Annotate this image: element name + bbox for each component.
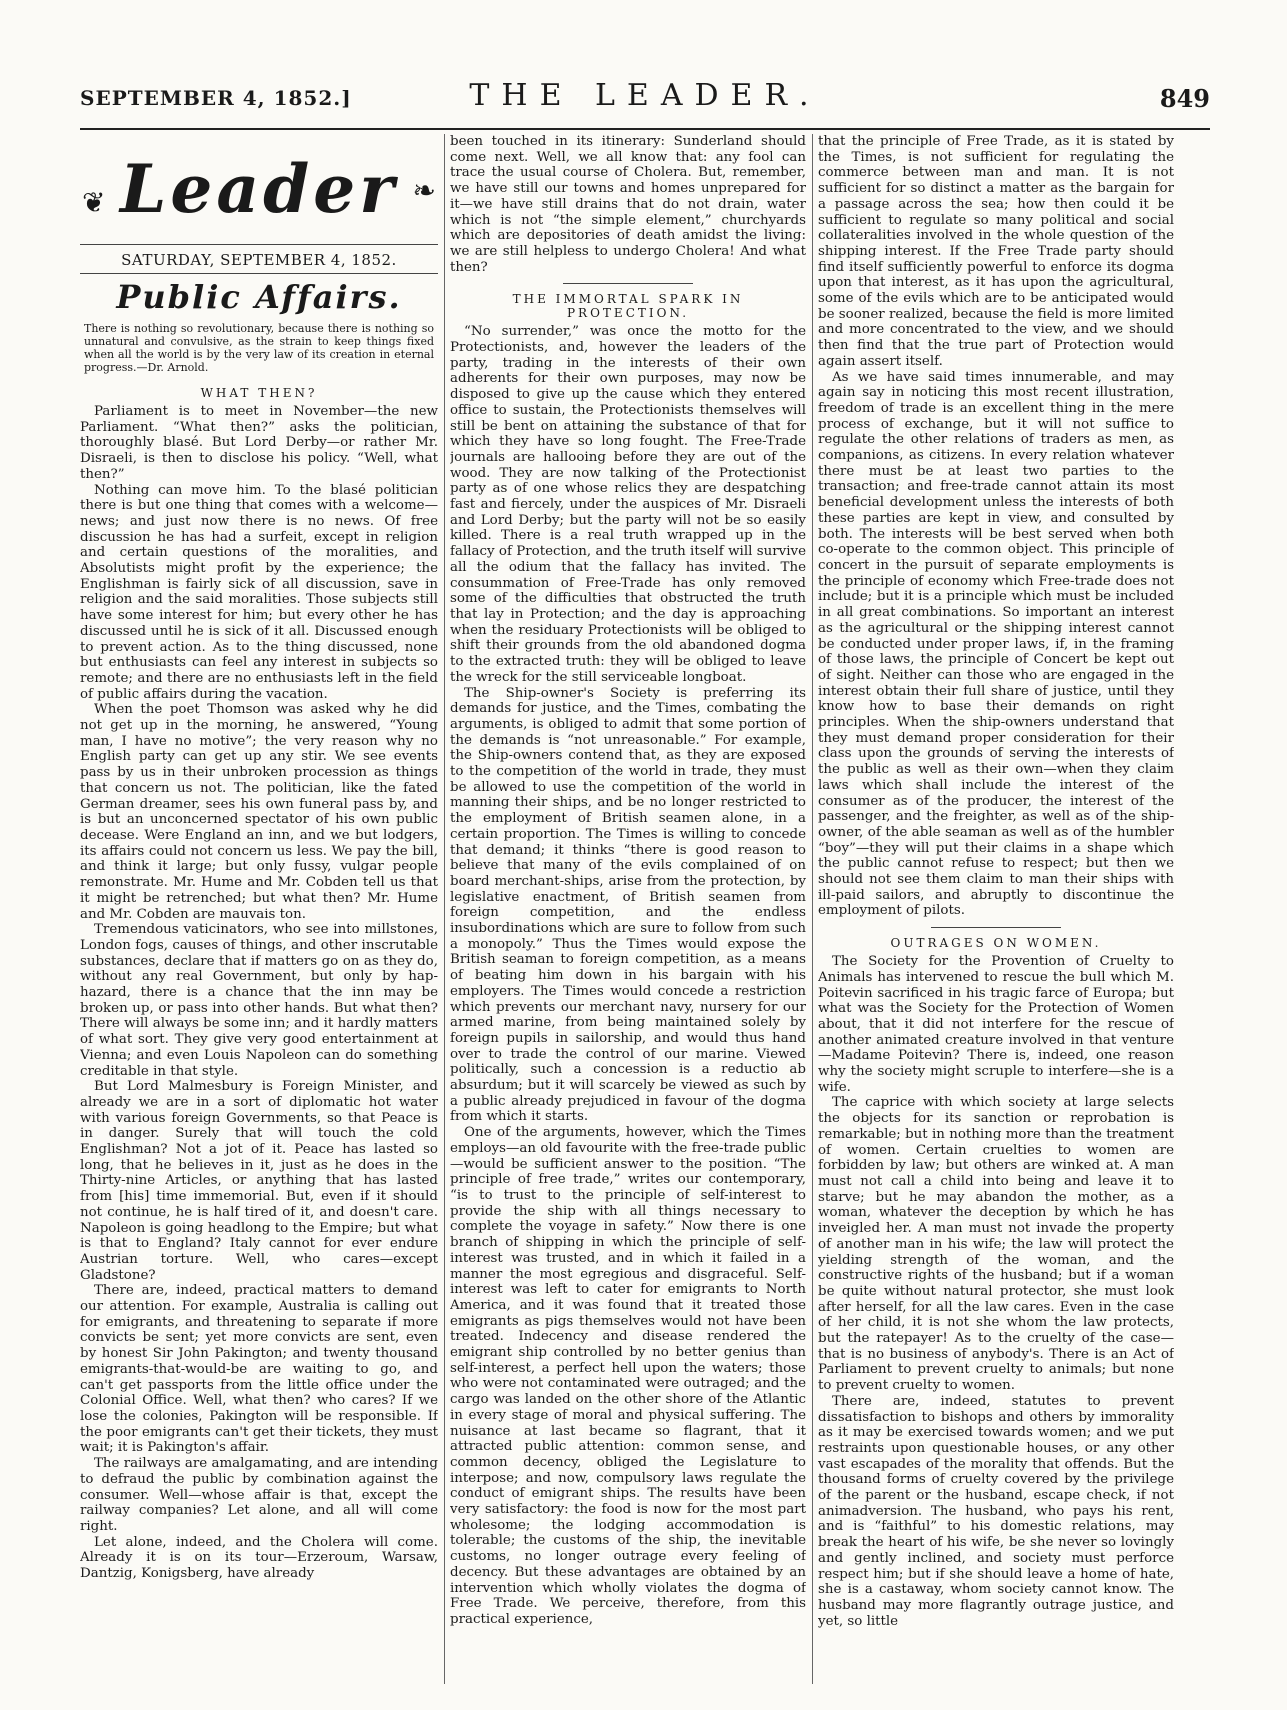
article-paragraph: “No surrender,” was once the motto for the Protectionists, and, however the leaders of the party, trading in the interests of their own adherents for their own purposes, may now be disposed to give up the cause which they entered office to sustain, the Protectionists themselves will still be bent on attaining the substance of that for which they have so long fought. The Free-Trade journals are hallooing before they are out of the wood. They are now talking of the Protectionist party as of one whose relics they are despatching fast and fiercely, under the auspices of Mr. Disraeli and Lord Derby; but the party will not be so easily killed. There is a real truth wrapped up in the fallacy of Protection, and the truth itself will survive all the odium that the fallacy has invited. The consummation of Free-Trade has only removed some of the difficulties that obstructed the truth that lay in Protection; and the day is approaching when the residuary Protectionists will be obliged to shift their grounds from the old abandoned dogma to the extracted truth: they will be obliged to leave the wreck for the still serviceable longboat. [450, 324, 806, 685]
article-paragraph: The Ship-owner's Society is preferring its demands for justice, and the Times, combating the arguments, is obliged to admit that some portion of the demands is “not unreasonable.” For example, the Ship-owners contend that, as they are exposed to the competition of the world in trade, they must be allowed to use the competition of the world in manning their ships, and be no longer restricted to the employment of British seamen alone, in a certain proportion. The Times is willing to concede that demand; it thinks “there is good reason to believe that many of the evils complained of on board merchant-ships, arise from the protection, by legislative enactment, of British seamen from foreign competition, and the endless insubordinations which are sure to follow from such a monopoly.” Thus the Times would expose the British seaman to foreign competition, as a means of beating him down in his bargain with his employers. The Times would concede a restriction which prevents our merchant navy, nursery for our armed marine, from being maintained solely by foreign pupils in sailorship, and would thus hand over to trade the control of our marine. Viewed politically, such a concession is a reductio ab absurdum; but it will scarcely be viewed as such by a public already prejudiced in favour of the dogma from which it starts. [450, 685, 806, 1125]
article-paragraph: When the poet Thomson was asked why he did not get up in the morning, he answered, “Young man, I have no motive”; the very reason why no English party can get up any stir. We see events pass by us in their unbroken procession as things that concern us not. The politician, like the fated German dreamer, sees his own funeral pass by, and is but an unconcerned spectator of his own public decease. Were England an inn, and we but lodgers, its affairs could not concern us less. We pay the bill, and think it large; but only fussy, vulgar people remonstrate. Mr. Hume and Mr. Cobden tell us that it might be retrenched; but what then? Mr. Hume and Mr. Cobden are mauvais ton. [80, 702, 438, 922]
flourish-left-icon: ❦ [82, 186, 106, 219]
flourish-right-icon: ❧ [412, 174, 436, 207]
article-paragraph: There are, indeed, statutes to prevent dissatisfaction to bishops and others by immorality as it may be exercised towards women; and we put restraints upon questionable houses, or any other vast escapades of the morality that offends. But the thousand forms of cruelty covered by the privilege of the parent or the husband, escape check, if not animadversion. The husband, who pays his rent, and is “faithful” to his domestic relations, may break the heart of his wife, be she never so lovingly and gently inclined, and society must perforce respect him; but if she should leave a home of hate, she is a castaway, whom society cannot know. The husband may more flagrantly outrage justice, and yet, so little [818, 1393, 1174, 1629]
article-paragraph: Parliament is to meet in November—the new Parliament. “What then?” asks the politician, thoroughly blasé. But Lord Derby—or rather Mr. Disraeli, is then to disclose his policy. “Well, what then?” [80, 404, 438, 482]
article-paragraph: that the principle of Free Trade, as it is stated by the Times, is not sufficient for regulating the commerce between man and man. It is not sufficient for so distinct a matter as the bargain for a passage across the sea; how then could it be sufficient to regulate so many political and social collateralities involved in the whole question of the shipping interest. If the Free Trade party should find itself sufficiently powerful to enforce its dogma upon that interest, as it has upon the agricultural, some of the evils which are to be anticipated would be sooner realized, because the field is more limited and more concentrated to the view, and we should then find that the true part of Protection would again assert itself. [818, 134, 1174, 369]
header-rule [80, 128, 1210, 130]
article-paragraph: But Lord Malmesbury is Foreign Minister, and already we are in a sort of diplomatic hot water with various foreign Governments, so that Peace is in danger. Surely that will touch the cold Englishman? Not a jot of it. Peace has lasted so long, that he believes in it, just as he does in the Thirty-nine Articles, or anything that has lasted from [his] time immemorial. But, even if it should not continue, he is half tired of it, and doesn't care. Napoleon is going headlong to the Empire; but what is that to England? Italy cannot for ever endure Austrian torture. Well, who cares—except Gladstone? [80, 1079, 438, 1283]
column-2 [450, 134, 806, 1710]
article-paragraph: The caprice with which society at large selects the objects for its sanction or reprobation is remarkable; but in nothing more than the treatment of women. Certain cruelties to women are forbidden by law; but others are winked at. A man must not call a child into being and leave it to starve; but he may abandon the mother, as a woman, whatever the deception by which he has inveigled her. A man must not invade the property of another man in his wife; the law will protect the yielding strength of the woman, and the constructive rights of the husband; but if a woman be quite without natural protector, she must look after herself, for all the law cares. Even in the case of her child, it is not she whom the law protects, but the ratepayer! As to the cruelty of the case—that is no business of anybody's. There is an Act of Parliament to prevent cruelty to animals; but none to prevent cruelty to women. [818, 1095, 1174, 1394]
masthead-dateline: SATURDAY, SEPTEMBER 4, 1852. [80, 244, 438, 274]
epigraph: There is nothing so revolutionary, because there is nothing so unnatural and convulsive, as the strain to keep things fixed when all the world is by the very law of its creation in eternal progress.—Dr. Arnold. [84, 322, 434, 374]
article-paragraph: Nothing can move him. To the blasé politician there is but one thing that comes with a welcome—news; and just now there is no news. Of free discussion he has had a surfeit, except in religion and certain questions of the moralities, and Absolutists might profit by the experience; the Englishman is fairly sick of all discussion, save in religion and the said moralities. Those subjects still have some interest for him; but every other he has discussed until he is sick of it all. Discussed enough to prevent action. As to the thing discussed, none but enthusiasts can feel any interest in subjects so remote; and there are no enthusiasts left in the field of public affairs during the vacation. [80, 482, 438, 702]
column-3 [818, 134, 1174, 1710]
article-paragraph: Let alone, indeed, and the Cholera will come. Already it is on its tour—Erzeroum, Warsaw, Dantzig, Konigsberg, have already [80, 1534, 438, 1582]
article-title-what-then: WHAT THEN? [200, 386, 318, 400]
page-header [80, 78, 1210, 122]
article-paragraph: One of the arguments, however, which the Times employs—an old favourite with the free-trade public—would be sufficient answer to the position. “The principle of free trade,” writes our contemporary, “is to trust to the principle of self-interest to provide the ship with all things necessary to complete the voyage in safety.” Now there is one branch of shipping in which the principle of self-interest was trusted, and in which it failed in a manner the most egregious and disgraceful. Self-interest was left to cater for emigrants to North America, and it was found that it treated those emigrants as pigs themselves would not have been treated. Indecency and disease rendered the emigrant ship controlled by no better genius than self-interest, a perfect hell upon the waters; those who were not contaminated were outraged; and the cargo was landed on the other shore of the Atlantic in every stage of moral and physical suffering. The nuisance at last became so flagrant, that it attracted public attention: common sense, and common decency, obliged the Legislature to interpose; and now, compulsory laws regulate the conduct of emigrant ships. The results have been very satisfactory: the food is now for the most part wholesome; the lodging accommodation is tolerable; the customs of the ship, the inevitable customs, no longer outrage every feeling of decency. But these advantages are obtained by an intervention which wholly violates the dogma of Free Trade. We perceive, therefore, from this practical experience, [450, 1125, 806, 1627]
article-paragraph: As we have said times innumerable, and may again say in noticing this most recent illustration, freedom of trade is an excellent thing in the mere process of exchange, but it will not suffice to regulate the other relations of traders as men, as companions, as citizens. In every relation whatever there must be at least two parties to the transaction; and free-trade cannot attain its most beneficial development unless the interests of both these parties are kept in view, and consulted by both. The interests will be best served when both co-operate to the common object. This principle of concert in the pursuit of separate employments is the principle of economy which Free-trade does not include; but it is a principle which must be included in all great combinations. So important an interest as the agricultural or the shipping interest cannot be conducted under proper laws, if, in the framing of those laws, the principle of Concert be kept out of sight. Neither can those who are engaged in the interest obtain their full share of justice, until they know how to base their demands on right principles. When the ship-owners understand that they must demand proper consideration for their class upon the grounds of serving the interests of the public as well as their own—when they claim laws which shall include the interest of the consumer as of the producer, the interest of the passenger, and the freighter, as well as of the ship-owner, of the able seaman as well as of the humbler “boy”—they will put their claims in a shape which the public cannot refuse to respect; but then we should not see them claim to man their ships with ill-paid sailors, and abruptly to discontinue the employment of pilots. [818, 369, 1174, 919]
article-paragraph: been touched in its itinerary: Sunderland should come next. Well, we all know that: any fool can trace the usual course of Cholera. But, remember, we have still our towns and homes unprepared for it—we have still drains that do not drain, water which is not “the simple element,” churchyards which are depositories of death amidst the living: we are still helpless to undergo Cholera! And what then? [450, 134, 806, 275]
article-divider [563, 283, 693, 284]
article-title-immortal-spark: THE IMMORTAL SPARK IN PROTECTION. [512, 292, 744, 321]
masthead [80, 134, 438, 244]
header-title: THE LEADER. [469, 78, 821, 113]
header-date: SEPTEMBER 4, 1852.] [80, 86, 352, 110]
masthead-logo: Leader [119, 150, 399, 228]
column-1 [80, 134, 438, 1710]
article-paragraph: The railways are amalgamating, and are intending to defraud the public by combination against the consumer. Well—whose affair is that, except the railway companies? Let alone, and all will come right. [80, 1456, 438, 1534]
article-paragraph: The Society for the Provention of Cruelty to Animals has intervened to rescue the bull which M. Poitevin sacrificed in his tragic farce of Europa; but what was the Society for the Protection of Women about, that it did not interfere for the rescue of another animated creature involved in that venture—Madame Poitevin? There is, indeed, one reason why the society might scruple to interfere—she is a wife. [818, 954, 1174, 1095]
article-divider [931, 927, 1061, 928]
section-title: Public Affairs. [116, 278, 402, 316]
header-page-number: 849 [1159, 84, 1210, 113]
column-divider-1 [444, 134, 445, 1684]
article-paragraph: There are, indeed, practical matters to demand our attention. For example, Australia is calling out for emigrants, and threatening to separate if more convicts be sent; yet more convicts are sent, even by honest Sir John Pakington; and twenty thousand emigrants-that-would-be are waiting to go, and can't get passports from the little office under the Colonial Office. Well, what then? who cares? If we lose the colonies, Pakington will be responsible. If the poor emigrants can't get their tickets, they must wait; it is Pakington's affair. [80, 1283, 438, 1456]
article-title-outrages: OUTRAGES ON WOMEN. [890, 936, 1102, 951]
column-divider-2 [812, 134, 813, 1684]
article-paragraph: Tremendous vaticinators, who see into millstones, London fogs, causes of things, and other inscrutable substances, declare that if matters go on as they do, without any real Government, but only by hap-hazard, there is a chance that the inn may be broken up, or pass into other hands. But what then? There will always be some inn; and it hardly matters of what sort. They give very good entertainment at Vienna; and even Louis Napoleon can do something creditable in that style. [80, 922, 438, 1079]
